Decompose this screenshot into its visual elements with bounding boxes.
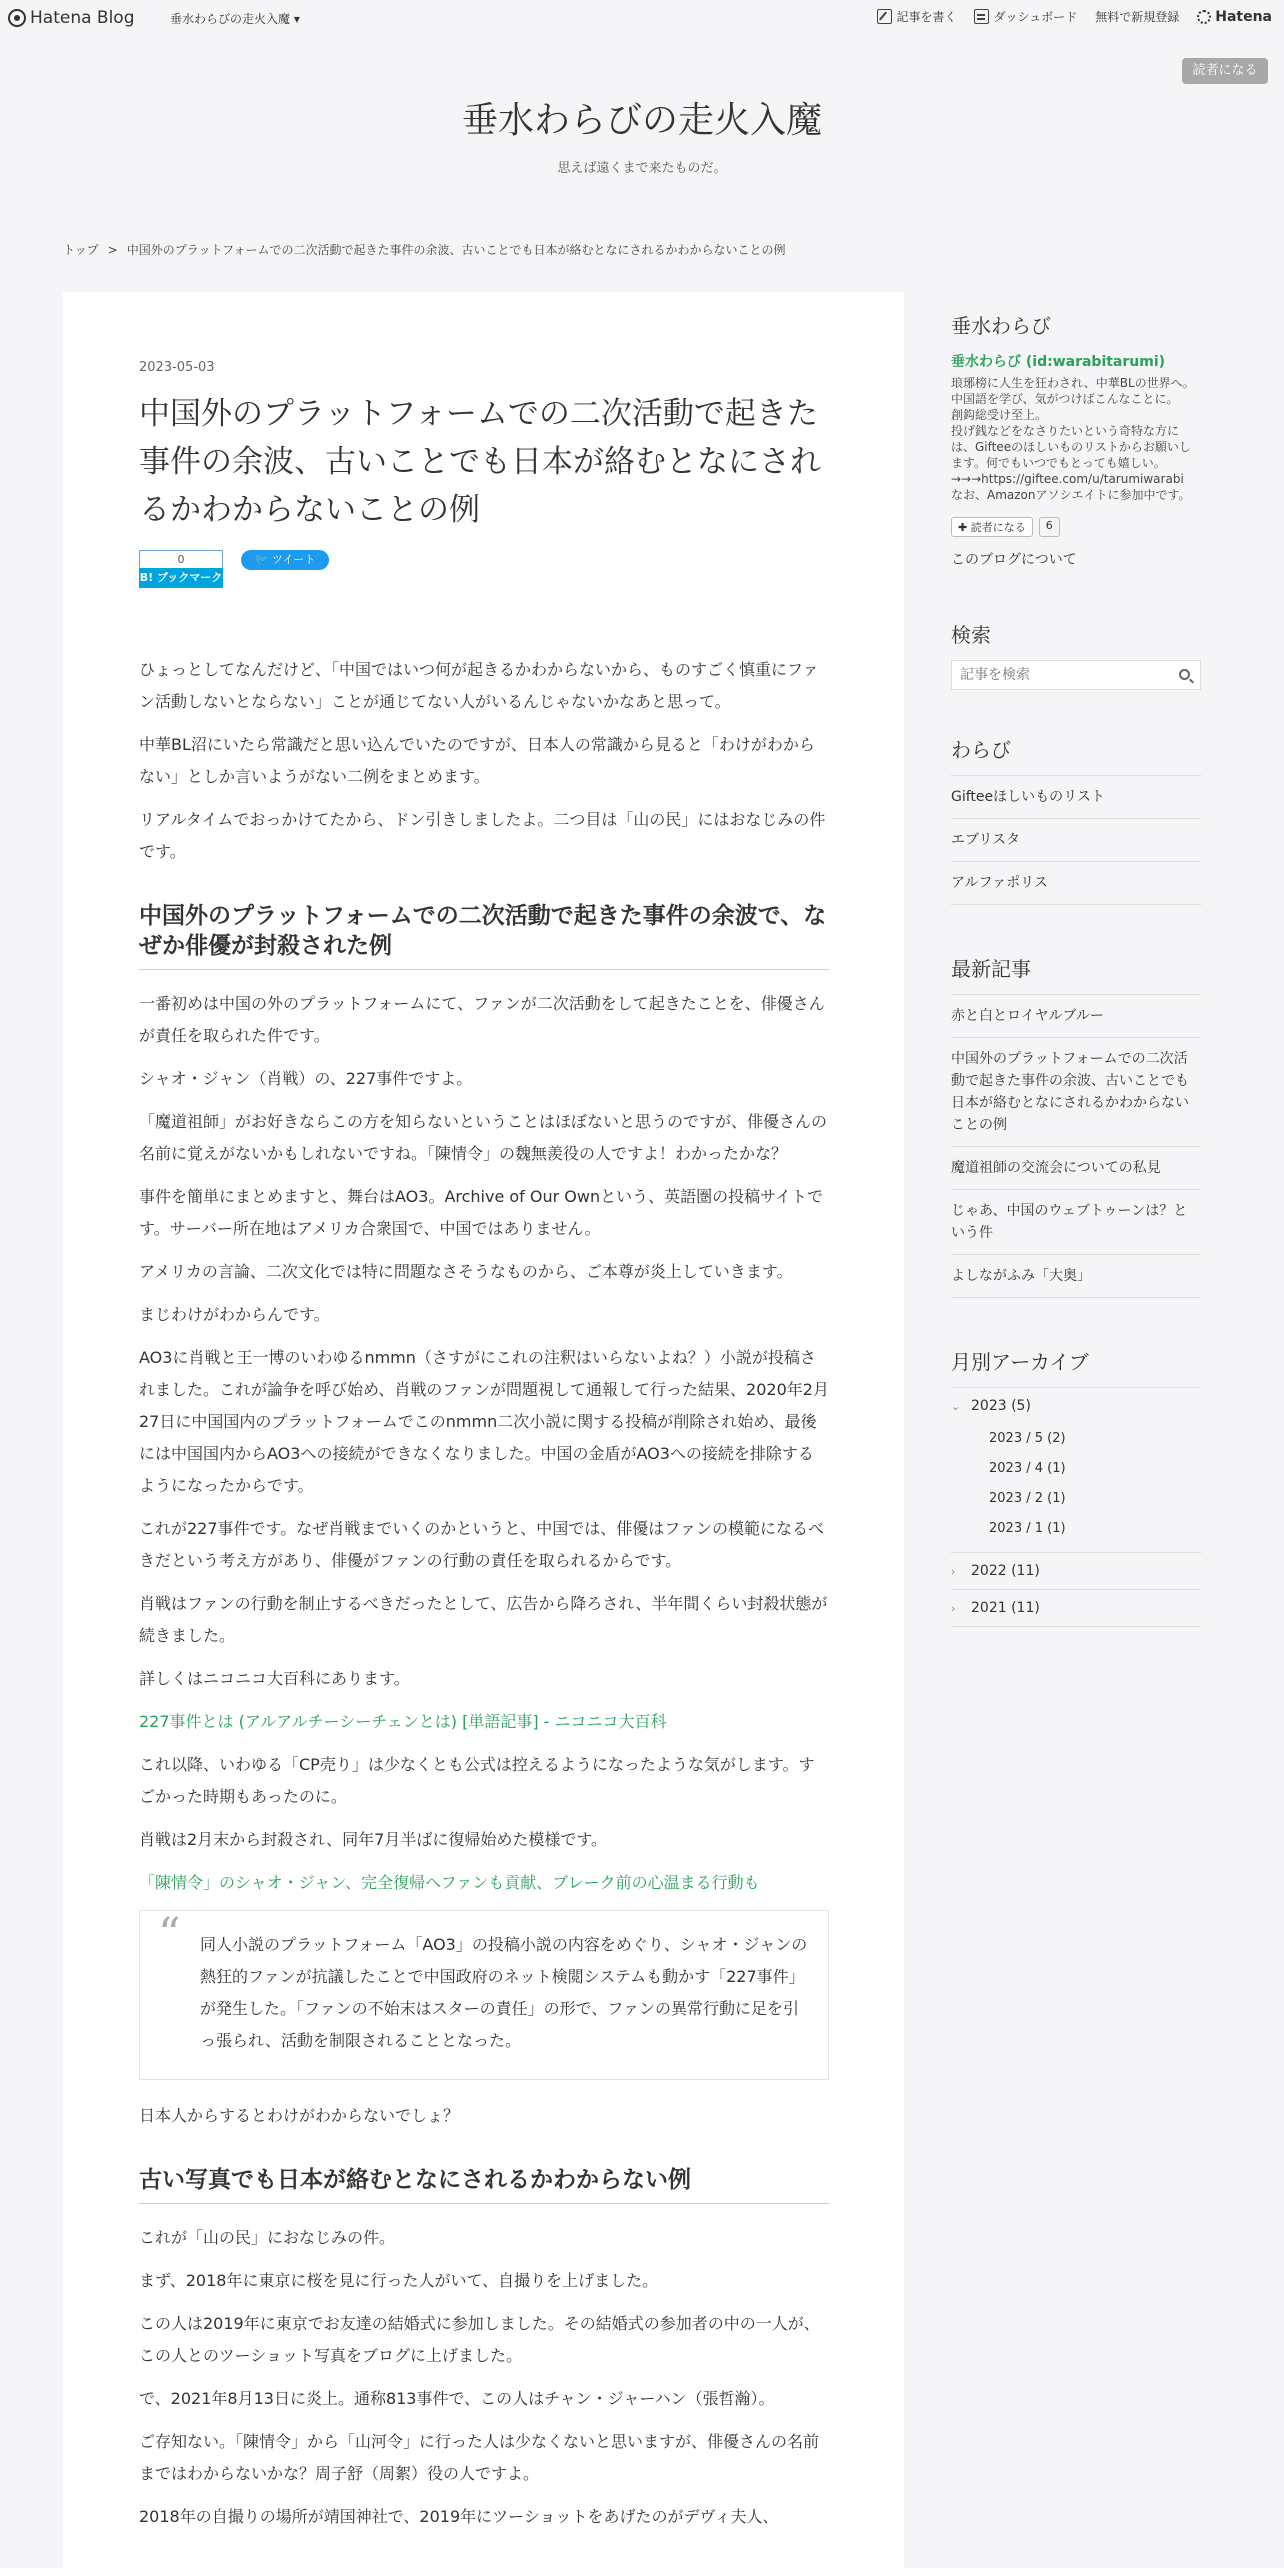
paragraph: アメリカの言論、二次文化では特に問題なさそうなものから、ご本尊が炎上していきます。 [139, 1262, 793, 1281]
archive-month-link[interactable]: 2023 / 2 (1) [989, 1491, 1066, 1506]
paragraph [139, 1706, 829, 1738]
paragraph: 肖戦はファンの行動を制止するべきだったとして、広告から降ろされ、半年間くらい封殺状態が続きました。 [139, 1594, 828, 1645]
hatena-blog-logo[interactable] [8, 8, 135, 28]
paragraph: AO3に肖戦と王一博のいわゆるnmmn（さすがにこれの注釈はいらないよね？）小説が投稿されました。これが論争を呼び始め、肖戦のファンが問題視して通報して行った結果、2020年2月27日に中国国内のプラットフォームでこのnmmn二次小説に関する投稿が削除され始め、最後には中国国内からAO3への接続ができなくなりました。中国の金盾がAO3への接続を排除するようになったからです。 [139, 1348, 829, 1495]
recent-entry-link[interactable]: 魔道祖師の交流会についての私見 [951, 1147, 1201, 1190]
nicopedia-link[interactable]: 227事件とは (アルアルチーシーチェンとは) [単語記事] - ニコニコ大百科 [139, 1712, 667, 1731]
signup-label: 無料で新規登録 [1095, 10, 1180, 24]
archive-month-link[interactable]: 2023 / 5 (2) [989, 1431, 1066, 1446]
hatena-icon [1197, 10, 1211, 24]
dashboard-link[interactable] [974, 8, 1077, 25]
search-module [951, 619, 1201, 690]
dashboard-icon [974, 9, 989, 24]
search-title: 検索 [951, 623, 991, 647]
section-heading: 古い写真でも日本が絡むとなにされるかわからない例 [139, 2143, 829, 2204]
blog-switcher-label: 垂水わらびの走火入魔 [170, 12, 291, 26]
quote-text: 同人小説のプラットフォーム「AO3」の投稿小説の内容をめぐり、シャオ・ジャンの熱狂的ファンが抗議したことで中国政府のネット検閲システムも動かす「227事件」が発生した。「ファンの不始末はスターの責任」の形で、ファンの異常行動に足を引っ張られ、活動を制限されることとなった。 [200, 1935, 808, 2050]
archive-module [951, 1346, 1201, 1627]
entry-date[interactable]: 2023-05-03 [139, 360, 215, 375]
recent-entry-link[interactable]: 赤と白とロイヤルブルー [951, 995, 1201, 1038]
share-buttons [139, 550, 329, 588]
links-module [951, 734, 1201, 905]
paragraph: 2018年の自撮りの場所が靖国神社で、2019年にツーショットをあげたのがデヴィ夫人、 [139, 2507, 779, 2526]
paragraph: 「魔道祖師」がお好きならこの方を知らないということはほぼないと思うのですが、俳優さんの名前に覚えがないかもしれないですね。「陳情令」の魏無羨役の人ですよ！わかったかな？ [139, 1112, 828, 1163]
paragraph: ご存知ない。「陳情令」から「山河令」に行った人は少なくないと思いますが、俳優さんの名前まではわからないかな？周子舒（周絮）役の人ですよ。 [139, 2432, 820, 2483]
sidebar-subscribe-label: 読者になる [970, 521, 1026, 534]
author-name-link[interactable]: 垂水わらび (id:warabitarumi) [951, 354, 1166, 370]
bookmark-label: B! ブックマーク [139, 568, 223, 588]
blog-title[interactable]: 垂水わらびの走火入魔 [461, 100, 822, 141]
archive-year-label: 2021 (11) [971, 1600, 1040, 1616]
archive-year-label: 2023 (5) [971, 1398, 1031, 1414]
paragraph: これが「山の民」におなじみの件。 [139, 2228, 396, 2247]
author-description: 琅琊榜に人生を狂わされ、中華BLの世界へ。中国語を学び、気がつけばこんなことに。 創鈎総受け至上。 投げ銭などをなさりたいという奇特な方には、Gifteeのほしいものリストからお願いします。何でもいつでもとっても嬉しい。 →→→https://giftee.com/u/tarumiwarabi なお、Amazonアソシエイトに参加中です。 [951, 376, 1195, 502]
archive-month-link[interactable]: 2023 / 1 (1) [989, 1521, 1066, 1536]
blog-description: 思えば遠くまで来たものだ。 [557, 161, 727, 176]
twitter-bird-icon: 🐦 [254, 553, 269, 566]
archive-year-2023[interactable] [951, 1388, 1201, 1424]
chevron-right-icon: › [951, 1601, 956, 1615]
chevron-down-icon: ⌄ [951, 1399, 961, 1413]
chevron-right-icon: › [951, 1564, 956, 1578]
recent-entries-module [951, 953, 1201, 1298]
caret-down-icon: ▾ [293, 12, 300, 26]
paragraph: まじわけがわからんです。 [139, 1305, 330, 1324]
recent-entry-link[interactable]: よしながふみ「大奥」 [951, 1255, 1201, 1298]
blockquote [139, 1910, 829, 2080]
paragraph: 一番初めは中国の外のプラットフォームにて、ファンが二次活動をして起きたことを、俳優さん が責任を取られた件です。 [139, 994, 825, 1045]
entry-content [139, 654, 829, 2544]
news-link[interactable]: 「陳情令」のシャオ・ジャン、完全復帰へファンも貢献、ブレーク前の心温まる行動も [139, 1873, 760, 1892]
subscriber-count: 6 [1039, 517, 1060, 537]
dashboard-label: ダッシュボード [993, 10, 1078, 24]
search-input[interactable] [952, 661, 1162, 689]
hatena-bookmark-button[interactable] [139, 550, 223, 588]
paragraph: 肖戦は2月末から封殺され、同年7月半ばに復帰始めた模様です。 [139, 1830, 608, 1849]
paragraph: まず、2018年に東京に桜を見に行った人がいて、自撮りを上げました。 [139, 2271, 659, 2290]
paragraph: 事件を簡単にまとめますと、舞台はAO3。Archive of Our Ownという、英語圏の投稿サイトです。サーバー所在地はアメリカ合衆国で、中国ではありません。 [139, 1187, 823, 1238]
search-form [951, 660, 1201, 690]
sidebar-link[interactable]: エブリスタ [951, 819, 1201, 862]
paragraph: ひょっとしてなんだけど、「中国ではいつ何が起きるかわからないから、ものすごく慎重にファン活動しないとならない」ことが通じてない人がいるんじゃないかなあと思って。 [139, 660, 819, 711]
search-icon[interactable] [1179, 669, 1190, 680]
hatena-brand-label: Hatena [1215, 8, 1272, 25]
archive-year-2021[interactable] [951, 1590, 1201, 1627]
recent-entry-link[interactable]: 中国外のプラットフォームでの二次活動で起きた事件の余波、古いことでも日本が絡むとなにされるかわからないことの例 [951, 1038, 1201, 1147]
paragraph: シャオ・ジャン（肖戦）の、227事件ですよ。 [139, 1069, 473, 1088]
recent-entry-link[interactable]: じゃあ、中国のウェブトゥーンは？という件 [951, 1190, 1201, 1255]
breadcrumb-current: 中国外のプラットフォームでの二次活動で起きた事件の余波、古いことでも日本が絡むとなにされるかわからないことの例 [126, 243, 786, 257]
plus-icon: ✚ [958, 521, 968, 534]
global-header [0, 0, 1284, 36]
blog-switcher[interactable] [170, 10, 300, 27]
sidebar-link[interactable]: アルファポリス [951, 862, 1201, 905]
subscribe-button[interactable]: 読者になる [1182, 58, 1268, 84]
article-container [63, 292, 904, 2568]
sidebar [951, 292, 1201, 1627]
bookmark-count: 0 [139, 550, 223, 568]
sidebar-link[interactable]: Gifteeほしいものリスト [951, 776, 1201, 819]
write-label: 記事を書く [896, 10, 957, 24]
archive-year-label: 2022 (11) [971, 1563, 1040, 1579]
paragraph [139, 1867, 829, 1899]
tweet-label: ツイート [271, 553, 316, 566]
paragraph: この人は2019年に東京でお友達の結婚式に参加しました。その結婚式の参加者の中の一人が、この人とのツーショット写真をブログに上げました。 [139, 2314, 820, 2365]
quote-icon: “ [158, 1909, 181, 1960]
paragraph: 詳しくはニコニコ大百科にあります。 [139, 1669, 410, 1688]
entry-title[interactable]: 中国外のプラットフォームでの二次活動で起きた事件の余波、古いことでも日本が絡むとなにされるかわからないことの例 [139, 396, 821, 528]
paragraph: これ以降、いわゆる「CP売り」は少なくとも公式は控えるようになったような気がします。すごかった時期もあったのに。 [139, 1755, 815, 1806]
sidebar-subscribe-button[interactable] [951, 517, 1033, 537]
recent-title: 最新記事 [951, 957, 1031, 981]
pencil-icon [877, 9, 892, 24]
breadcrumb-top-link[interactable]: トップ [63, 243, 99, 257]
about-blog-link[interactable]: このブログについて [951, 552, 1077, 568]
paragraph: リアルタイムでおっかけてたから、ドン引きしましたよ。二つ目は「山の民」にはおなじみの件です。 [139, 810, 826, 861]
signup-link[interactable] [1095, 8, 1179, 25]
breadcrumb-separator: > [107, 243, 118, 257]
tweet-button[interactable] [241, 550, 329, 570]
archive-title: 月別アーカイブ [951, 1350, 1089, 1374]
profile-module [951, 310, 1201, 569]
section-heading: 中国外のプラットフォームでの二次活動で起きた事件の余波で、なぜか俳優が封殺された例 [139, 879, 829, 970]
write-article-link[interactable] [877, 8, 956, 25]
paragraph: 日本人からするとわけがわからないでしょ？ [139, 2106, 460, 2125]
paragraph: で、2021年8月13日に炎上。通称813事件で、この人はチャン・ジャーハン（張哲瀚）。 [139, 2389, 775, 2408]
hatena-brand-link[interactable] [1197, 9, 1272, 25]
paragraph: 中華BL沼にいたら常識だと思い込んでいたのですが、日本人の常識から見ると「わけがわからない」としか言いようがない二例をまとめます。 [139, 735, 815, 786]
profile-title: 垂水わらび [951, 314, 1051, 338]
links-title: わらび [951, 738, 1011, 762]
breadcrumb [63, 241, 786, 258]
logo-text: Hatena Blog [30, 8, 135, 28]
archive-month-link[interactable]: 2023 / 4 (1) [989, 1461, 1066, 1476]
paragraph: これが227事件です。なぜ肖戦までいくのかというと、中国では、俳優はファンの模範になるべきだという考え方があり、俳優がファンの行動の責任を取られるからです。 [139, 1519, 824, 1570]
hatena-logo-icon [8, 9, 26, 27]
archive-year-2022[interactable] [951, 1553, 1201, 1590]
